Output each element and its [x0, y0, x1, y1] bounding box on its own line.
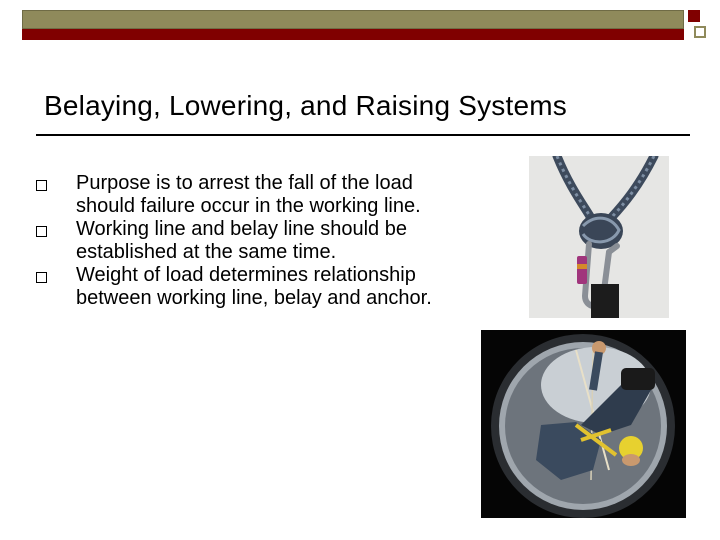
bullet-item [36, 264, 436, 310]
bullet-text: Purpose is to arrest the fall of the load should failure occur in the working line. [76, 172, 421, 217]
hollow-square-bullet-icon [36, 226, 47, 237]
hollow-square-bullet-icon [36, 180, 47, 191]
confined-space-worker-photo [481, 330, 686, 518]
banner-corner-squares [688, 10, 708, 41]
bullet-text: Weight of load determines relationship between working line, belay and anchor. [76, 264, 432, 309]
corner-square-maroon [688, 10, 700, 22]
banner-olive-band [22, 10, 684, 29]
top-banner [22, 10, 684, 40]
rope-carabiner-photo [529, 156, 669, 318]
bullet-text: Working line and belay line should be established at the same time. [76, 218, 407, 263]
bullet-list [36, 172, 436, 310]
corner-square-outline [694, 26, 706, 38]
bullet-item [36, 172, 436, 218]
title-divider [36, 134, 690, 136]
slide-title: Belaying, Lowering, and Raising Systems [44, 90, 567, 121]
bullet-item [36, 218, 436, 264]
banner-maroon-band [22, 29, 684, 40]
hollow-square-bullet-icon [36, 272, 47, 283]
